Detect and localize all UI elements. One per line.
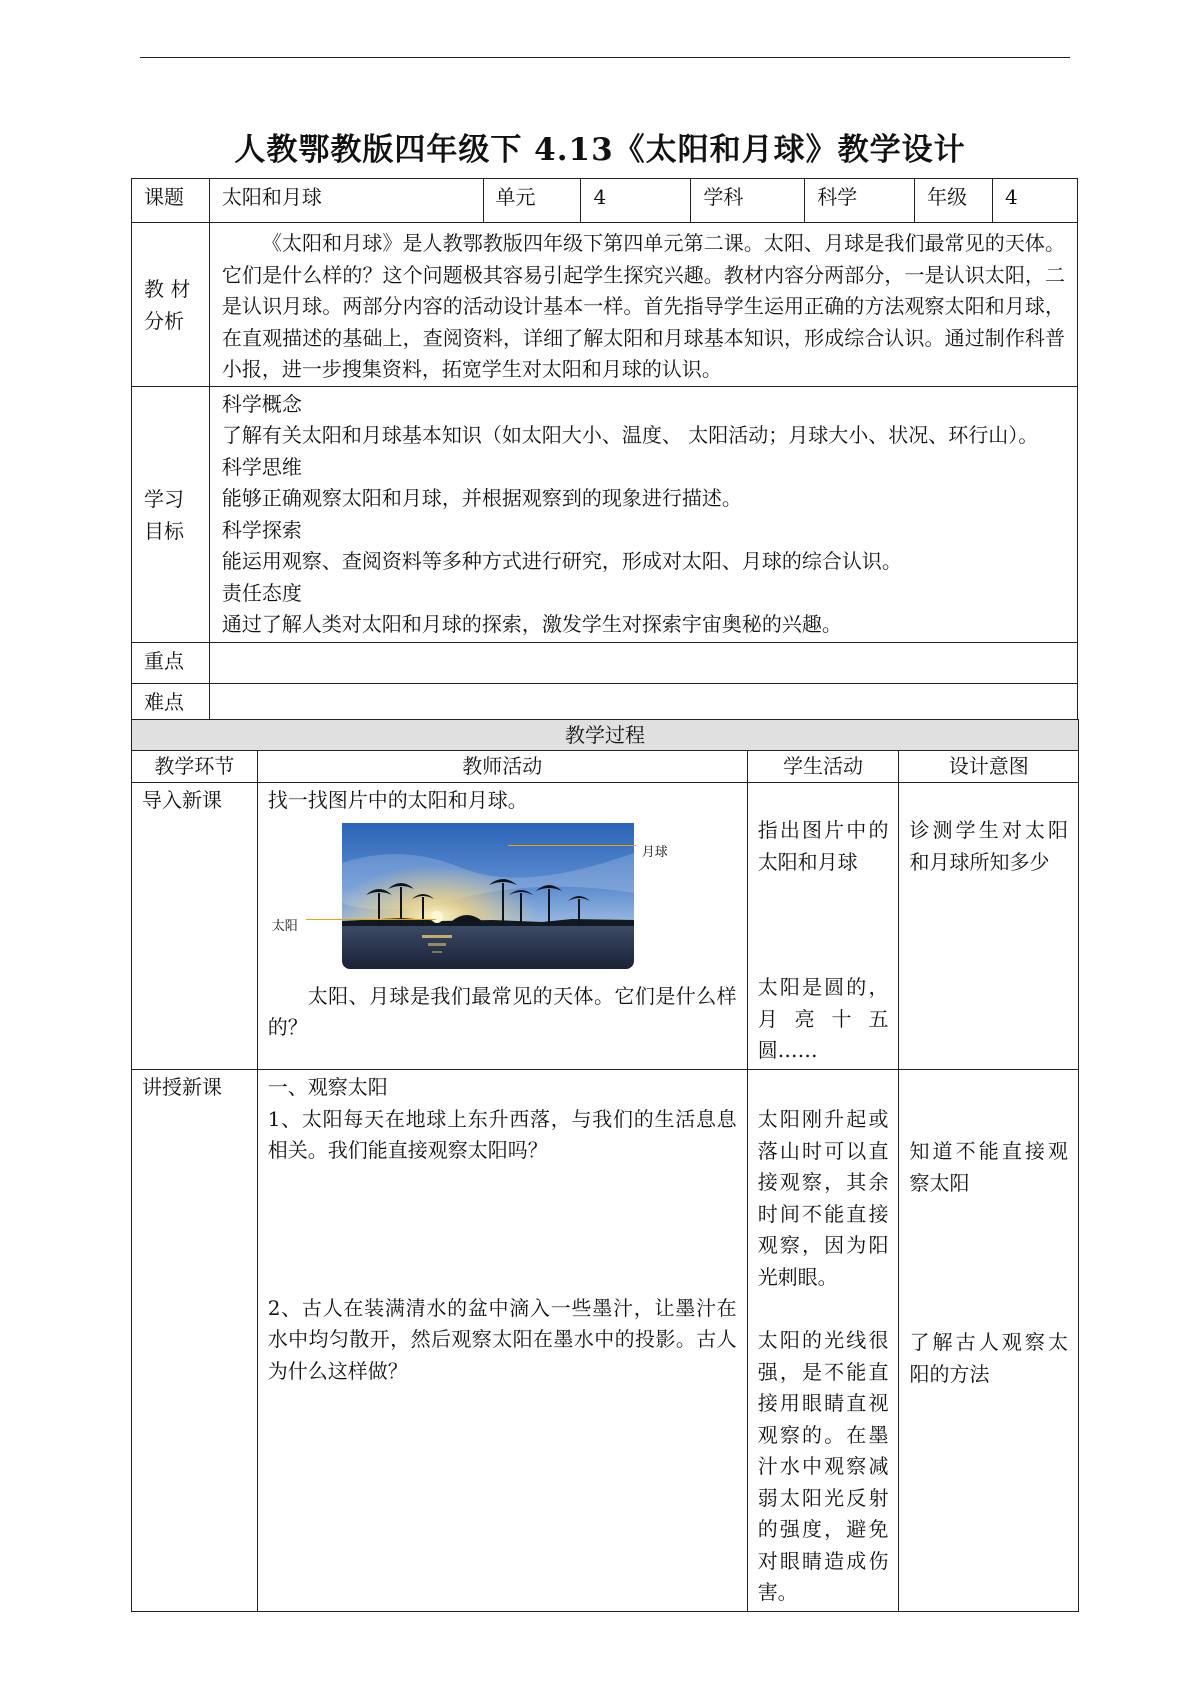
course-label: 课题 [132,179,210,223]
lecture-teacher [257,1070,747,1612]
lecture-student-answer-1: 太阳刚升起或落山时可以直接观察，其余时间不能直接观察，因为阳光刺眼。 [757,1107,889,1289]
goal-text-exploration: 能运用观察、查阅资料等多种方式进行研究，形成对太阳、月球的综合认识。 [221,549,902,573]
page-title: 人教鄂教版四年级下 4.13《太阳和月球》教学设计 [234,132,966,168]
column-header-student: 学生活动 [747,751,899,783]
goal-heading-concept: 科学概念 [221,391,302,416]
intro-intent: 诊测学生对太阳和月球所知多少 [899,783,1079,1070]
goals-label-line-1: 学习 [144,487,184,511]
sun-label: 太阳 [271,918,298,934]
moon-pointer-line [508,845,636,846]
goal-heading-attitude: 责任态度 [221,580,302,605]
intro-student [747,783,899,1070]
lecture-student [747,1070,899,1612]
lecture-intent [899,1070,1079,1612]
process-table [131,719,1079,1612]
info-table [131,178,1078,725]
goal-heading-exploration: 科学探索 [221,517,302,542]
lecture-intent-2: 了解古人观察太阳的方法 [909,1330,1068,1386]
lecture-teacher-q1: 1、太阳每天在地球上东升西落，与我们的生活息息相关。我们能直接观察太阳吗？ [267,1106,737,1162]
goal-text-concept: 了解有关太阳和月球基本知识（如太阳大小、温度、 太阳活动；月球大小、状况、环行山）。 [221,423,1039,447]
lecture-intent-1: 知道不能直接观察太阳 [909,1139,1068,1195]
goals-label [132,386,210,642]
header-rule [140,57,1070,58]
analysis-text: 《太阳和月球》是人教鄂教版四年级下第四单元第二课。太阳、月球是我们最常见的天体。它们是什么样的？这个问题极其容易引起学生探究兴趣。教材内容分两部分，一是认识太阳，二是认识月球。两部分内容的活动设计基本一样。首先指导学生运用正确的方法观察太阳和月球，在直观描述的基础上，查阅资料，详细了解太阳和月球基本知识，形成综合认识。通过制作科普小报，进一步搜集资料，拓宽学生对太阳和月球的认识。 [209,223,1077,387]
intro-teacher [257,783,747,1070]
key-label: 重点 [132,642,210,683]
lecture-stage: 讲授新课 [132,1070,258,1612]
intro-teacher-question: 太阳、月球是我们最常见的天体。它们是什么样的？ [267,983,737,1039]
goal-heading-thinking: 科学思维 [221,454,302,479]
process-header-row [132,720,1079,751]
unit-value: 4 [581,179,691,223]
intro-teacher-prompt: 找一找图片中的太阳和月球。 [267,788,528,812]
column-header-row [132,751,1079,783]
difficulty-value [209,683,1077,724]
intro-row [132,783,1079,1070]
info-row-analysis [132,223,1078,387]
unit-label: 单元 [483,179,581,223]
process-header: 教学过程 [132,720,1079,751]
moon-label: 月球 [641,844,668,860]
subject-value: 科学 [805,179,915,223]
goals-content [209,386,1077,642]
analysis-label-line-2: 分析 [144,308,184,333]
lecture-teacher-q2: 2、古人在装满清水的盆中滴入一些墨汁，让墨汁在水中均匀散开，然后观察太阳在墨水中的投影。古人为什么这样做？ [267,1295,737,1383]
sun-moon-figure [268,823,728,975]
info-row-course [132,179,1078,223]
grade-value: 4 [993,179,1078,223]
key-value [209,642,1077,683]
info-row-goals [132,386,1078,642]
analysis-label-line-1: 教 材 [144,277,191,302]
grade-label: 年级 [915,179,993,223]
course-value: 太阳和月球 [209,179,483,223]
info-row-key [132,642,1078,683]
intro-student-answer-2: 太阳是圆的，月亮十五圆…… [757,975,889,1062]
column-header-intent: 设计意图 [899,751,1079,783]
goals-label-line-2: 目标 [144,518,184,543]
lecture-row [132,1070,1079,1612]
goal-text-attitude: 通过了解人类对太阳和月球的探索，激发学生对探索宇宙奥秘的兴趣。 [221,612,842,636]
intro-student-answer-1: 指出图片中的太阳和月球 [757,818,889,874]
column-header-teacher: 教师活动 [257,751,747,783]
intro-stage: 导入新课 [132,783,258,1070]
column-header-stage: 教学环节 [132,751,258,783]
analysis-label [132,223,210,387]
sun-pointer-line [306,919,436,920]
info-row-difficulty [132,683,1078,724]
lecture-teacher-heading: 一、观察太阳 [267,1075,388,1099]
difficulty-label: 难点 [132,683,210,724]
goal-text-thinking: 能够正确观察太阳和月球，并根据观察到的现象进行描述。 [221,486,742,510]
subject-label: 学科 [691,179,805,223]
lecture-student-answer-2: 太阳的光线很强，是不能直接用眼睛直视观察的。在墨汁水中观察减弱太阳光反射的强度，避免对眼睛造成伤害。 [757,1328,889,1604]
